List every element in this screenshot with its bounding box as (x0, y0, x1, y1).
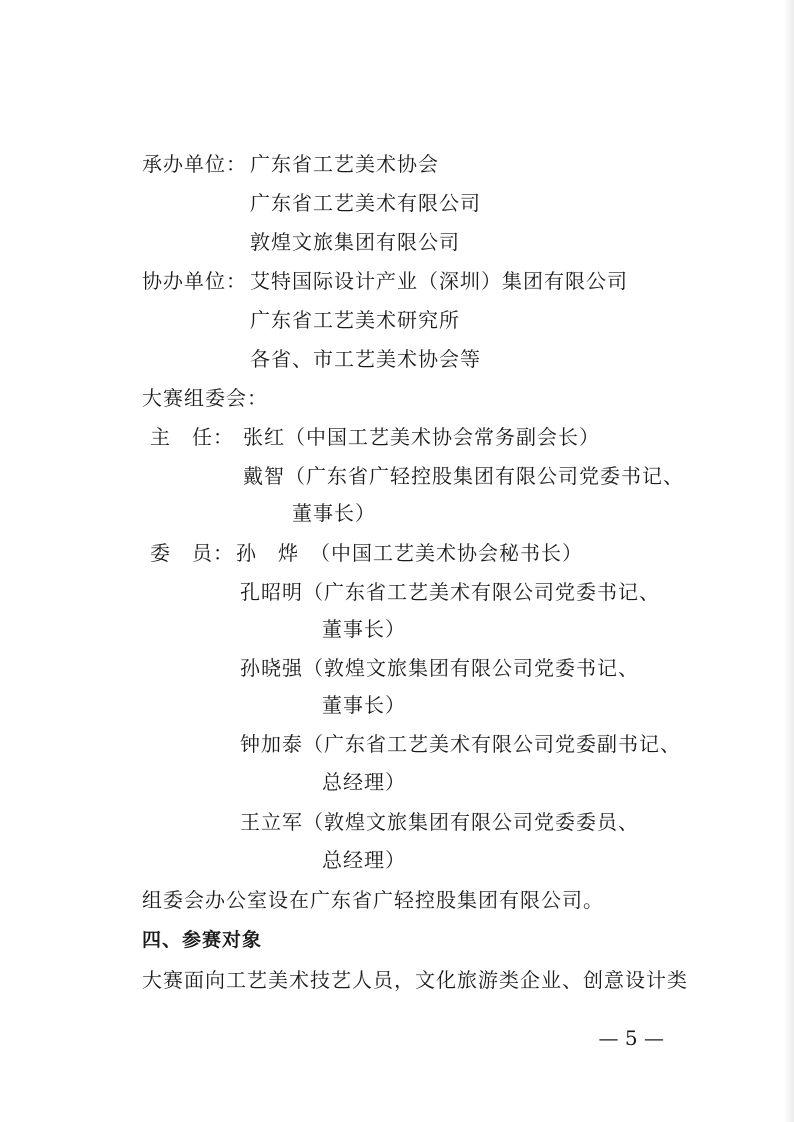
organizer-item: 广东省工艺美术有限公司 (250, 191, 481, 215)
member-entry: 王立军（敦煌文旅集团有限公司党委委员、 (240, 810, 639, 834)
co-organizer-label: 协办单位： (142, 269, 247, 293)
section-paragraph: 大赛面向工艺美术技艺人员，文化旅游类企业、创意设计类 (142, 968, 688, 992)
co-organizer-item: 艾特国际设计产业（深圳）集团有限公司 (250, 269, 628, 293)
member-entry: 孔昭明（广东省工艺美术有限公司党委书记、 (240, 580, 660, 604)
committee-title: 大赛组委会： (142, 386, 268, 410)
director-entry-cont: 董事长） (292, 501, 376, 525)
co-organizer-item: 各省、市工艺美术协会等 (250, 347, 481, 371)
organizer-item: 敦煌文旅集团有限公司 (250, 230, 460, 254)
committee-office: 组委会办公室设在广东省广轻控股集团有限公司。 (142, 888, 604, 912)
organizer-item: 广东省工艺美术协会 (250, 152, 439, 176)
member-label: 委 员： (150, 541, 234, 565)
director-label: 主 任： (150, 425, 234, 449)
co-organizer-item: 广东省工艺美术研究所 (250, 308, 460, 332)
member-entry: 孙 烨 （中国工艺美术协会秘书长） (236, 541, 583, 565)
section-heading: 四、参赛对象 (142, 929, 263, 951)
member-entry-cont: 董事长） (322, 693, 406, 717)
member-entry: 钟加泰（广东省工艺美术有限公司党委副书记、 (240, 732, 681, 756)
director-entry: 张红（中国工艺美术协会常务副会长） (243, 425, 600, 449)
director-entry: 戴智（广东省广轻控股集团有限公司党委书记、 (243, 464, 684, 488)
page-number: — 5 — (598, 1026, 664, 1050)
member-entry-cont: 总经理） (322, 770, 406, 794)
member-entry-cont: 总经理） (322, 848, 406, 872)
member-entry-cont: 董事长） (322, 617, 406, 641)
organizer-label: 承办单位： (142, 152, 247, 176)
scan-edge-shadow (784, 0, 794, 1122)
member-entry: 孙晓强（敦煌文旅集团有限公司党委书记、 (240, 656, 639, 680)
